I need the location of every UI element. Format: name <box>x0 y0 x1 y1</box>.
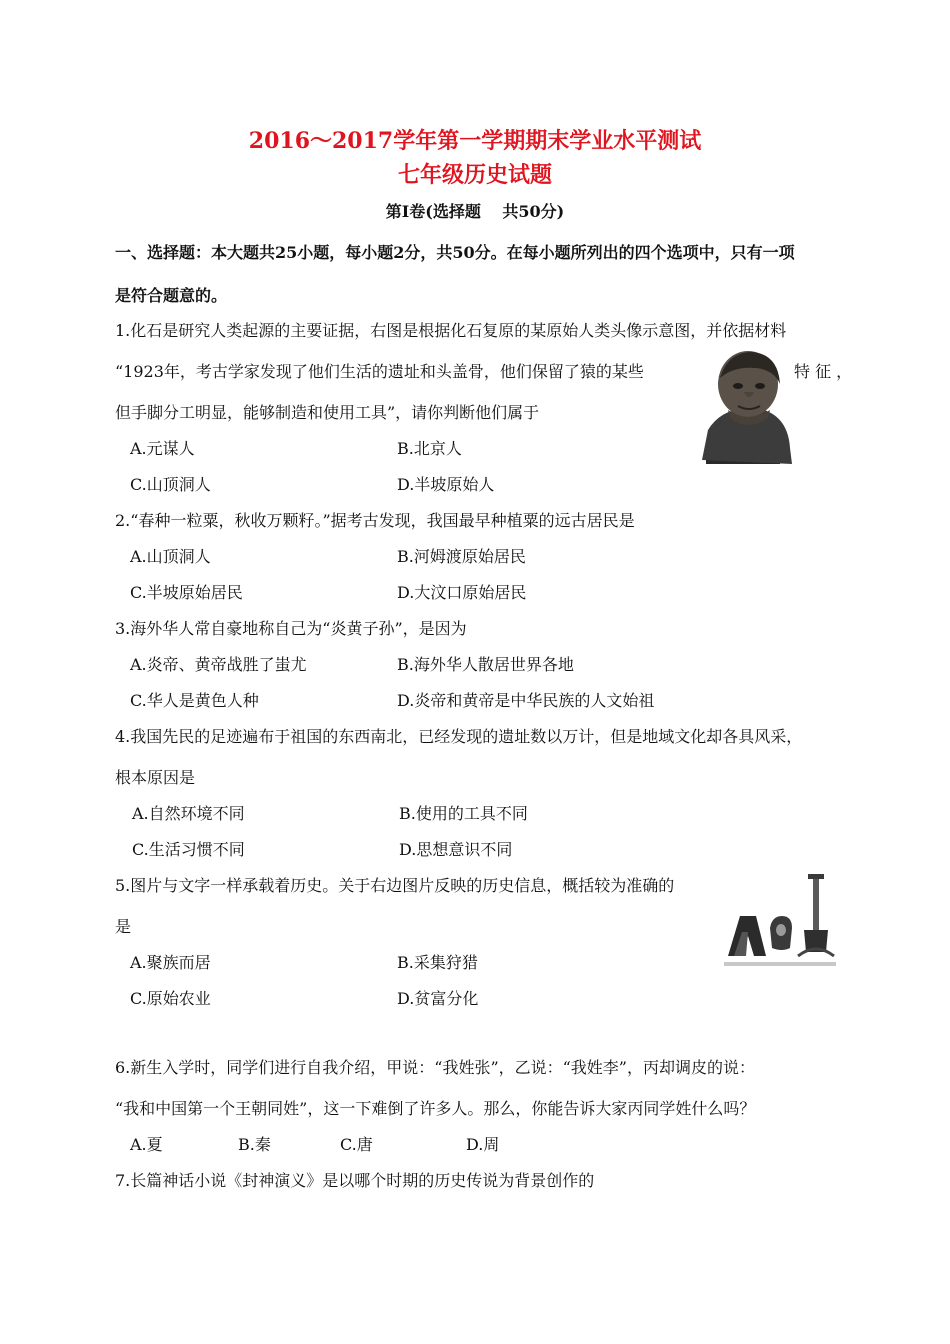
question-4-option-a[interactable]: A.自然环境不同 <box>132 804 245 823</box>
section-heading: 第Ⅰ卷(选择题 共50分) <box>385 202 565 221</box>
question-6-option-b[interactable]: B.秦 <box>238 1135 271 1154</box>
question-4-line-1: 4.我国先民的足迹遍布于祖国的东西南北，已经发现的遗址数以万计，但是地域文化却各具风采， <box>115 727 803 746</box>
question-6-option-c[interactable]: C.唐 <box>340 1135 373 1154</box>
question-4-line-2: 根本原因是 <box>115 768 196 787</box>
question-5-option-a[interactable]: A.聚族而居 <box>130 953 211 972</box>
question-4-option-d[interactable]: D.思想意识不同 <box>399 840 513 859</box>
question-1-option-a[interactable]: A.元谋人 <box>130 439 195 458</box>
question-5-line-2: 是 <box>115 917 132 936</box>
question-2-option-b[interactable]: B.河姆渡原始居民 <box>397 547 526 566</box>
question-4-option-b[interactable]: B.使用的工具不同 <box>399 804 528 823</box>
question-7-line-1: 7.长篇神话小说《封神演义》是以哪个时期的历史传说为背景创作的 <box>115 1171 595 1190</box>
exam-subtitle: 七年级历史试题 <box>397 162 552 188</box>
question-2-option-a[interactable]: A.山顶洞人 <box>130 547 211 566</box>
question-1-option-d[interactable]: D.半坡原始人 <box>397 475 495 494</box>
question-2-option-c[interactable]: C.半坡原始居民 <box>130 583 243 602</box>
question-5-option-b[interactable]: B.采集狩猎 <box>397 953 478 972</box>
instructions-line-1: 一、选择题：本大题共25小题，每小题2分，共50分。在每小题所列出的四个选项中，只有一项 <box>115 243 795 262</box>
question-1-option-b[interactable]: B.北京人 <box>397 439 462 458</box>
question-3-line-1: 3.海外华人常自豪地称自己为“炎黄子孙”，是因为 <box>115 619 467 638</box>
question-5-line-1: 5.图片与文字一样承载着历史。关于右边图片反映的历史信息，概括较为准确的 <box>115 876 675 895</box>
question-5-option-c[interactable]: C.原始农业 <box>130 989 211 1008</box>
question-4-option-c[interactable]: C.生活习惯不同 <box>132 840 245 859</box>
question-1-line-3: 但手脚分工明显，能够制造和使用工具”，请你判断他们属于 <box>115 403 540 422</box>
question-6-option-d[interactable]: D.周 <box>466 1135 500 1154</box>
question-3-option-a[interactable]: A.炎帝、黄帝战胜了蚩尤 <box>130 655 307 674</box>
question-6-line-1: 6.新生入学时，同学们进行自我介绍，甲说：“我姓张”，乙说：“我姓李”，丙却调皮的说： <box>115 1058 755 1077</box>
question-2-line-1: 2.“春种一粒粟，秋收万颗籽。”据考古发现，我国最早种植粟的远古居民是 <box>115 511 635 530</box>
question-1-line-2-end: 特 征 ， <box>794 362 853 381</box>
question-6-option-a[interactable]: A.夏 <box>130 1135 163 1154</box>
exam-title: 2016～2017学年第一学期期末学业水平测试 <box>248 128 702 154</box>
question-3-option-d[interactable]: D.炎帝和黄帝是中华民族的人文始祖 <box>397 691 655 710</box>
question-3-option-c[interactable]: C.华人是黄色人种 <box>130 691 259 710</box>
question-3-option-b[interactable]: B.海外华人散居世界各地 <box>397 655 574 674</box>
tools-figure <box>720 872 842 972</box>
question-2-option-d[interactable]: D.大汶口原始居民 <box>397 583 527 602</box>
bust-figure <box>698 348 802 466</box>
question-1-line-2: “1923年，考古学家发现了他们生活的遗址和头盖骨，他们保留了猿的某些 <box>115 362 644 381</box>
question-1-line-1: 1.化石是研究人类起源的主要证据，右图是根据化石复原的某原始人类头像示意图，并依据材料 <box>115 321 787 340</box>
instructions-line-2: 是符合题意的。 <box>115 286 228 305</box>
question-1-option-c[interactable]: C.山顶洞人 <box>130 475 211 494</box>
question-6-line-2: “我和中国第一个王朝同姓”，这一下难倒了许多人。那么，你能告诉大家丙同学姓什么吗？ <box>115 1099 756 1118</box>
question-5-option-d[interactable]: D.贫富分化 <box>397 989 479 1008</box>
